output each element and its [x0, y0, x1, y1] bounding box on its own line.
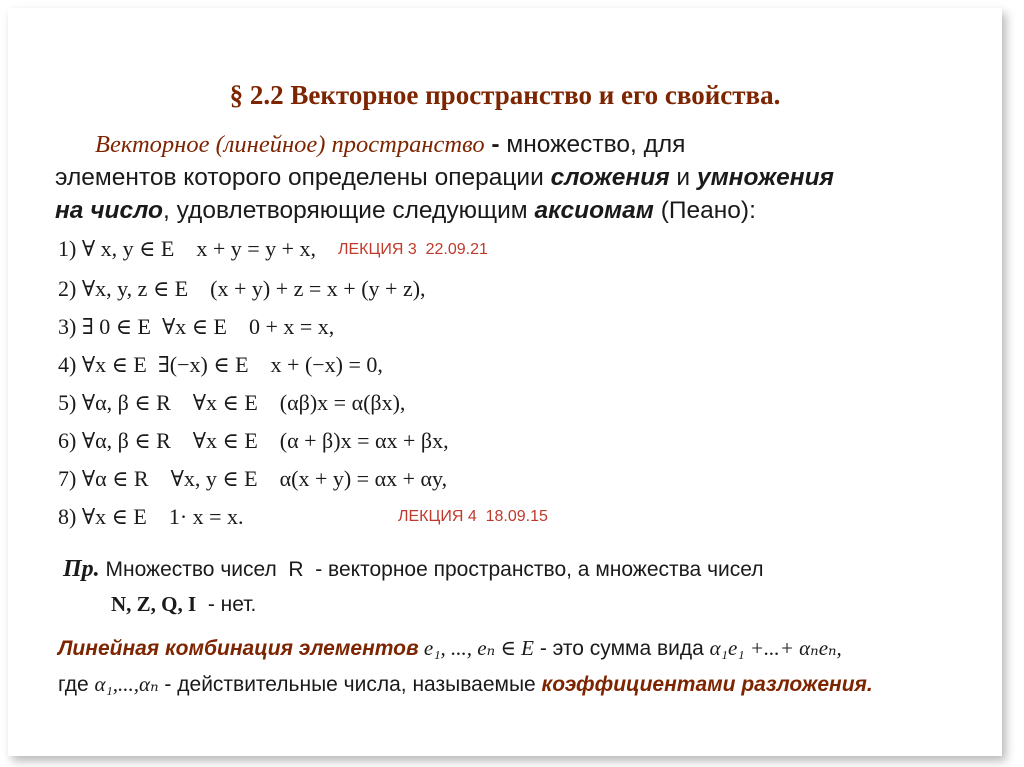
axiom-4: 4) ∀x ∈ E ∃(−x) ∈ E x + (−x) = 0,: [58, 352, 383, 377]
axiom-2: 2) ∀x, y, z ∈ E (x + y) + z = x + (y + z),: [58, 276, 426, 301]
example-label: Пр.: [63, 556, 100, 582]
axiom-1: 1) ∀ x, y ∈ E x + y = y + x,: [58, 236, 317, 261]
linear-combination-elements: e₁, ..., eₙ ∈ E: [418, 636, 534, 660]
axiom-5: 5) ∀α, β ∈ R ∀x ∈ E (αβ)x = α(βx),: [58, 390, 406, 415]
definition-text-1: множество, для: [506, 131, 686, 158]
definition-text-2: элементов которого определены операции: [55, 164, 551, 191]
axiom-8: 8) ∀x ∈ E 1· x = x.: [58, 504, 244, 529]
linear-combination-where: где: [58, 673, 95, 696]
example-text-2: - нет.: [196, 593, 257, 616]
example-line-2: [111, 592, 256, 617]
linear-combination-line-1: [58, 636, 842, 661]
definition-term: Векторное (линейное) пространство: [95, 131, 485, 158]
linear-combination-coeffs: α₁,...,αₙ: [94, 672, 159, 696]
lecture-3-note: ЛЕКЦИЯ 3 22.09.21: [338, 241, 488, 258]
axiom-7: 7) ∀α ∈ R ∀x, y ∈ E α(x + y) = αx + αy,: [58, 466, 448, 491]
example-text-1: Множество чисел R - векторное пространство, а множества чисел: [99, 558, 764, 581]
linear-combination-sum: α₁e₁ +...+ αₙeₙ,: [709, 636, 842, 660]
linear-combination-rest: - действительные числа, называемые: [158, 673, 542, 696]
linear-combination-line-2: [58, 672, 873, 697]
linear-combination-term: Линейная комбинация элементов: [58, 637, 419, 660]
definition-paragraph: [55, 128, 975, 227]
example-line-1: [63, 556, 763, 583]
lecture-4-note: ЛЕКЦИЯ 4 18.09.15: [398, 508, 548, 525]
definition-text-3: , удовлетворяющие следующим: [163, 197, 535, 224]
axiom-3: 3) ∃ 0 ∈ E ∀x ∈ E 0 + x = x,: [58, 314, 335, 339]
term-by-number: на число: [55, 197, 163, 224]
slide: [8, 8, 1002, 756]
term-multiplication: умножения: [696, 164, 834, 191]
definition-and: и: [669, 164, 697, 191]
example-sets: N, Z, Q, I: [111, 592, 197, 616]
coefficients-term: коэффициентами разложения.: [541, 673, 873, 696]
axiom-6: 6) ∀α, β ∈ R ∀x ∈ E (α + β)x = αx + βx,: [58, 428, 449, 453]
definition-dash: -: [484, 131, 507, 158]
term-axioms: аксиомам: [534, 197, 654, 224]
page-title: § 2.2 Векторное пространство и его свойства.: [229, 80, 781, 110]
linear-combination-middle: - это сумма вида: [534, 637, 710, 660]
term-addition: сложения: [550, 164, 670, 191]
definition-peano: (Пеано):: [653, 197, 756, 224]
